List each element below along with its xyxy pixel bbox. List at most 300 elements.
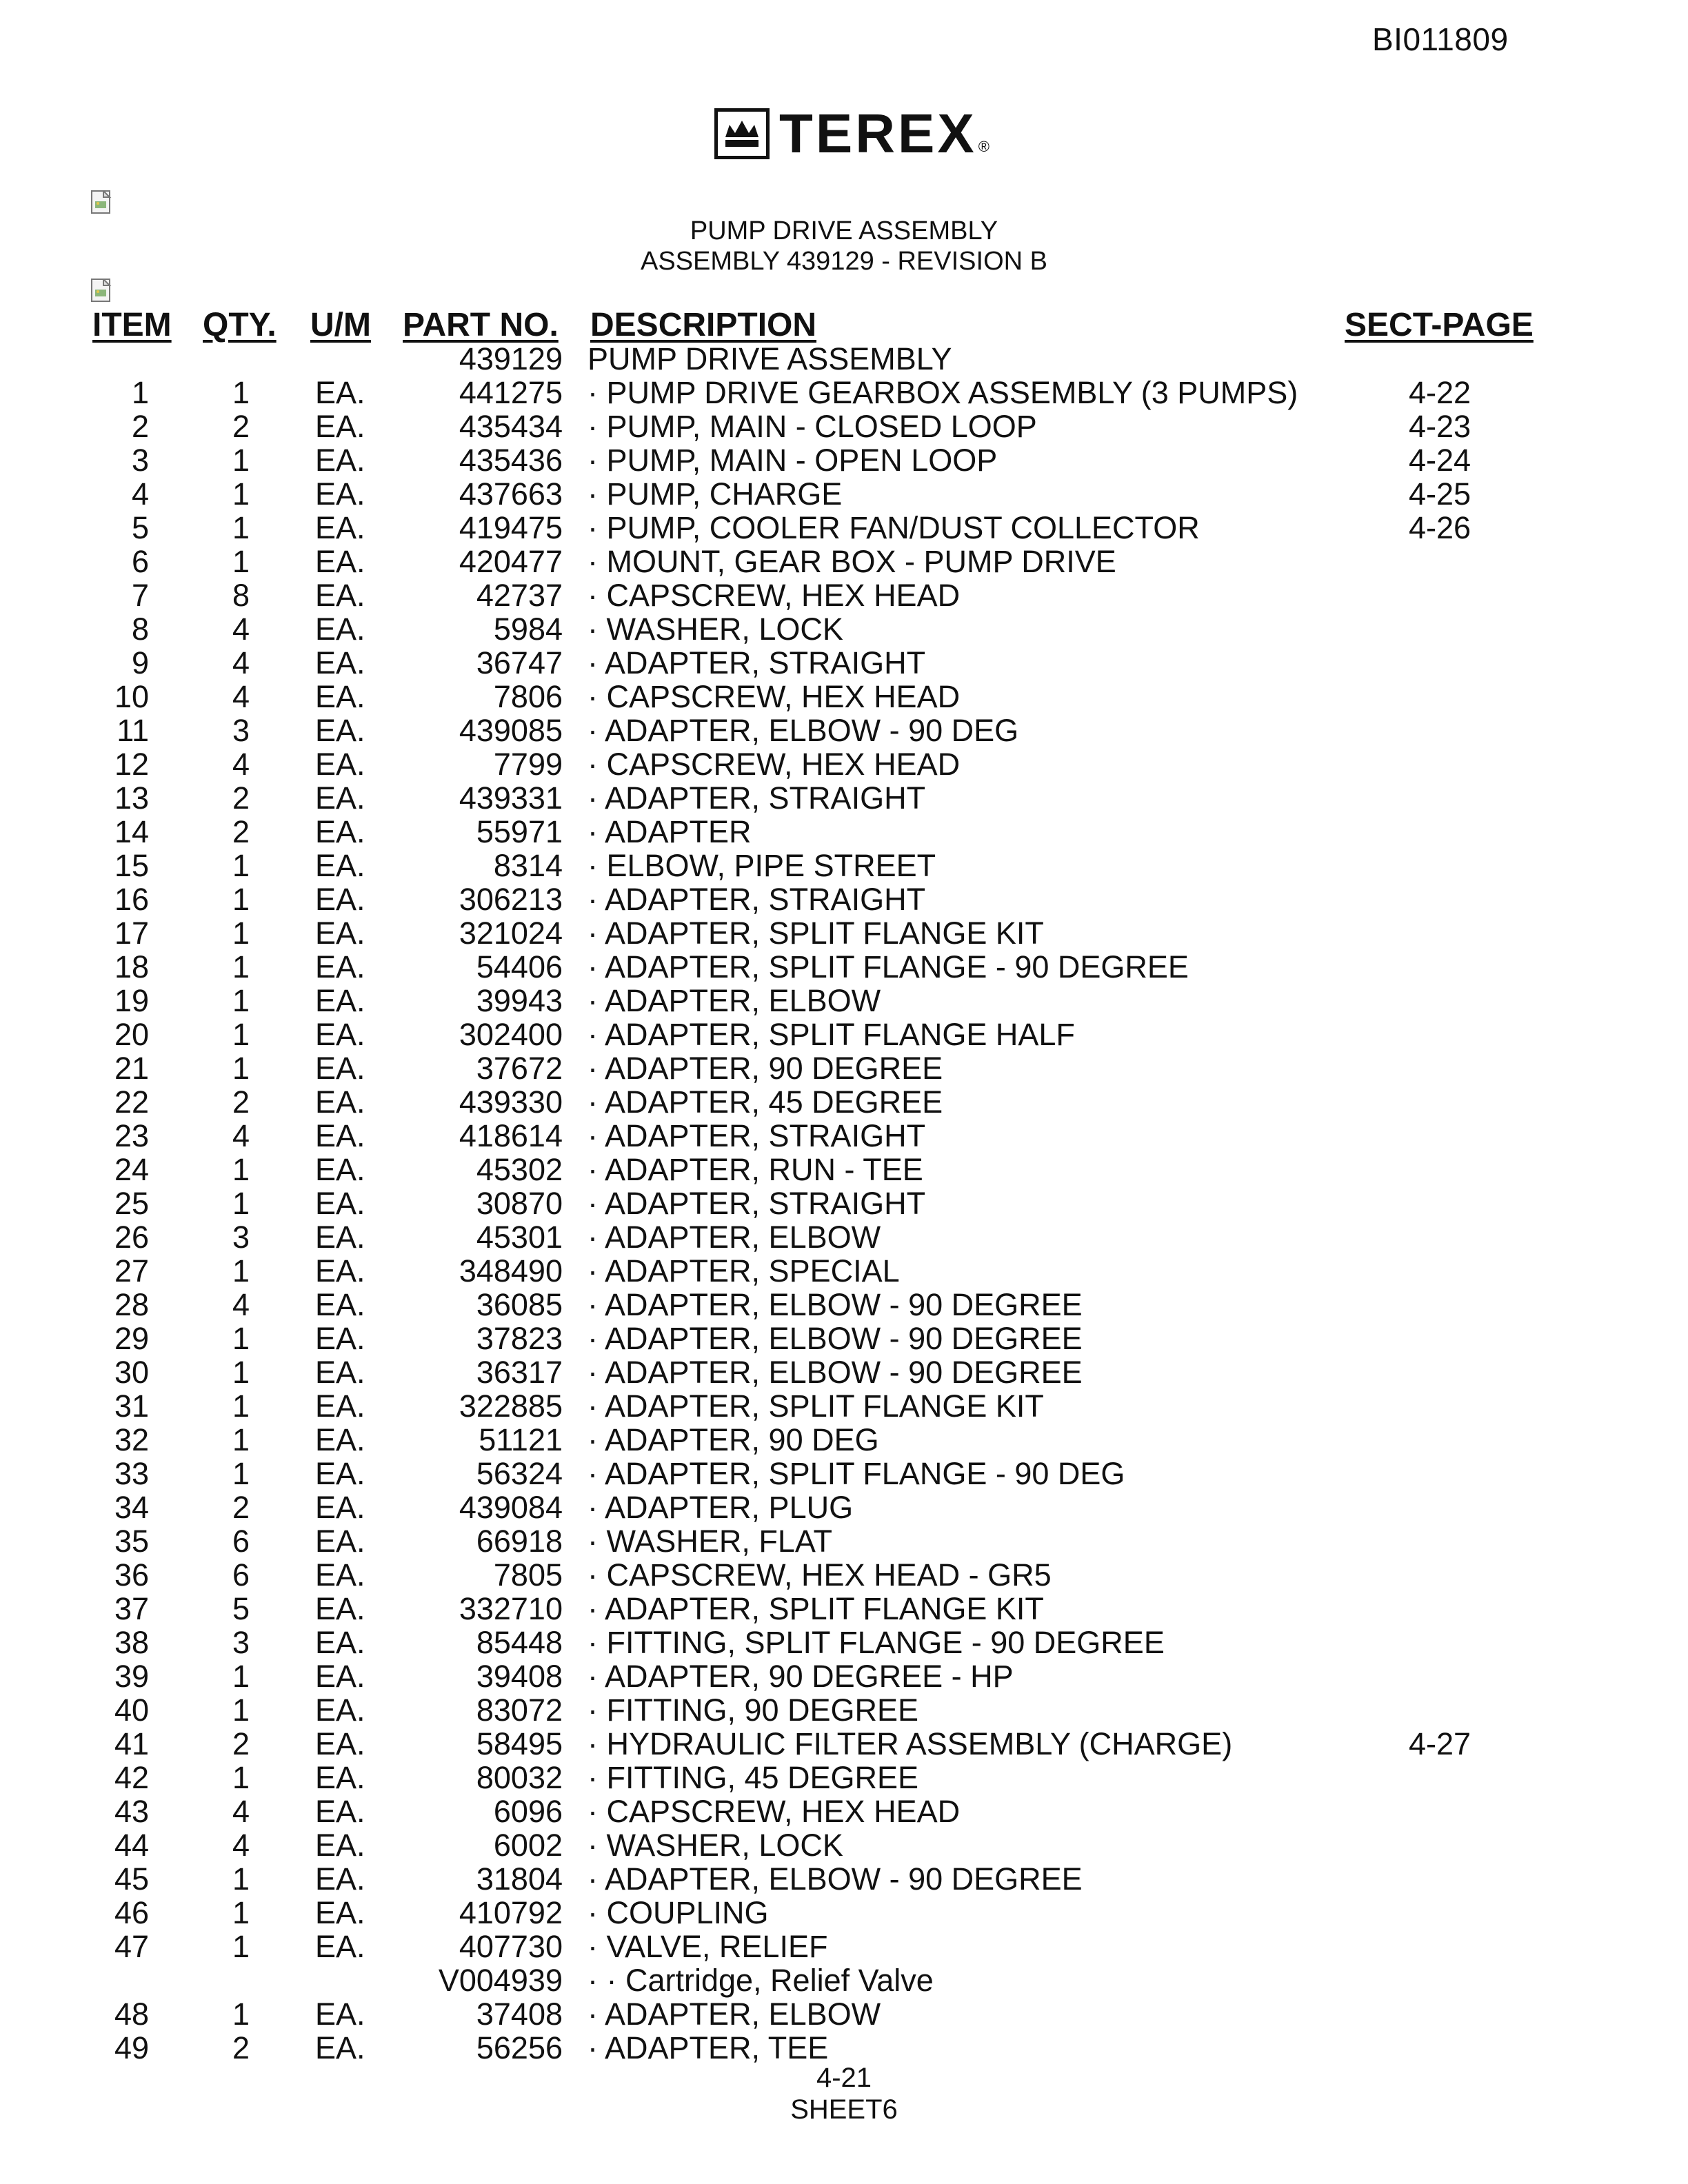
- quantity-cell: 1: [232, 1388, 250, 1424]
- part-number-cell: 37408: [476, 1996, 563, 2032]
- item-number-cell: 34: [114, 1490, 149, 1525]
- table-row: [0, 1322, 1688, 1355]
- part-number-cell: 80032: [476, 1760, 563, 1795]
- quantity-cell: 4: [232, 679, 250, 714]
- part-number-cell: 5984: [493, 611, 563, 647]
- description-cell: · ADAPTER, 90 DEG: [587, 1422, 879, 1457]
- item-number-cell: 27: [114, 1253, 149, 1288]
- quantity-cell: 2: [232, 1726, 250, 1761]
- parts-list: [0, 342, 1688, 2065]
- description-cell: · ADAPTER, ELBOW: [587, 1996, 881, 2032]
- description-cell: · ADAPTER, 45 DEGREE: [587, 1084, 943, 1120]
- table-row: [0, 714, 1688, 747]
- quantity-cell: 1: [232, 916, 250, 951]
- part-number-cell: 332710: [459, 1591, 563, 1626]
- item-number-cell: 11: [117, 713, 149, 748]
- quantity-cell: 1: [232, 544, 250, 579]
- item-number-cell: 4: [131, 476, 149, 512]
- quantity-cell: 1: [232, 1355, 250, 1390]
- part-number-cell: 56256: [476, 2030, 563, 2065]
- unit-of-measure-cell: EA.: [315, 544, 365, 579]
- quantity-cell: 1: [232, 1760, 250, 1795]
- table-row: [0, 849, 1688, 882]
- part-number-cell: 439084: [459, 1490, 563, 1525]
- part-number-cell: 420477: [459, 544, 563, 579]
- part-number-cell: 321024: [459, 916, 563, 951]
- unit-of-measure-cell: EA.: [315, 679, 365, 714]
- table-row: [0, 815, 1688, 849]
- table-row: [0, 1153, 1688, 1186]
- description-cell: · ADAPTER, STRAIGHT: [587, 645, 926, 680]
- quantity-cell: 1: [232, 1659, 250, 1694]
- unit-of-measure-cell: EA.: [315, 476, 365, 512]
- unit-of-measure-cell: EA.: [315, 848, 365, 883]
- unit-of-measure-cell: EA.: [315, 1355, 365, 1390]
- part-number-cell: 51121: [479, 1422, 563, 1457]
- part-number-cell: 419475: [459, 510, 563, 545]
- description-cell: · HYDRAULIC FILTER ASSEMBLY (CHARGE): [587, 1726, 1233, 1761]
- table-row: [0, 1018, 1688, 1051]
- part-number-cell: 66918: [476, 1524, 563, 1559]
- item-number-cell: 1: [131, 375, 149, 410]
- unit-of-measure-cell: EA.: [315, 1490, 365, 1525]
- description-cell: · WASHER, FLAT: [587, 1524, 833, 1559]
- table-row: [0, 342, 1688, 376]
- quantity-cell: 3: [232, 1625, 250, 1660]
- part-number-cell: 58495: [476, 1726, 563, 1761]
- item-number-cell: 35: [114, 1524, 149, 1559]
- unit-of-measure-cell: EA.: [315, 882, 365, 917]
- item-number-cell: 39: [114, 1659, 149, 1694]
- part-number-cell: 36085: [476, 1287, 563, 1322]
- item-number-cell: 22: [114, 1084, 149, 1120]
- table-row: [0, 1693, 1688, 1727]
- terex-logo: [714, 103, 989, 164]
- quantity-cell: 1: [232, 1051, 250, 1086]
- table-row: [0, 916, 1688, 950]
- part-number-cell: 39943: [476, 983, 563, 1018]
- unit-of-measure-cell: EA.: [315, 1422, 365, 1457]
- table-row: [0, 1524, 1688, 1558]
- table-row: [0, 747, 1688, 781]
- description-cell: · WASHER, LOCK: [587, 1828, 843, 1863]
- table-row: [0, 612, 1688, 646]
- table-row: [0, 1085, 1688, 1119]
- part-number-cell: 83072: [476, 1692, 563, 1728]
- table-row: [0, 1659, 1688, 1693]
- unit-of-measure-cell: EA.: [315, 983, 365, 1018]
- table-row: [0, 1963, 1688, 1997]
- quantity-cell: 1: [232, 1422, 250, 1457]
- description-cell: · · Cartridge, Relief Valve: [587, 1963, 934, 1998]
- item-number-cell: 38: [114, 1625, 149, 1660]
- table-row: [0, 443, 1688, 477]
- item-number-cell: 30: [114, 1355, 149, 1390]
- table-row: [0, 1355, 1688, 1389]
- description-cell: · ADAPTER, RUN - TEE: [587, 1152, 923, 1187]
- item-number-cell: 14: [114, 814, 149, 849]
- table-row: [0, 1254, 1688, 1288]
- description-cell: · ADAPTER, ELBOW: [587, 983, 881, 1018]
- part-number-cell: 54406: [476, 949, 563, 984]
- part-number-cell: 441275: [459, 375, 563, 410]
- description-cell: · CAPSCREW, HEX HEAD - GR5: [587, 1557, 1052, 1593]
- table-row: [0, 680, 1688, 714]
- unit-of-measure-cell: EA.: [315, 1051, 365, 1086]
- unit-of-measure-cell: EA.: [315, 1828, 365, 1863]
- description-cell: · ADAPTER, ELBOW - 90 DEGREE: [587, 1861, 1083, 1897]
- part-number-cell: V004939: [438, 1963, 563, 1998]
- sect-page-cell: 4-24: [1408, 443, 1471, 478]
- table-row: [0, 1896, 1688, 1930]
- part-number-cell: 45302: [476, 1152, 563, 1187]
- description-cell: · ADAPTER, ELBOW: [587, 1220, 881, 1255]
- description-cell: · PUMP DRIVE GEARBOX ASSEMBLY (3 PUMPS): [587, 375, 1298, 410]
- description-cell: · ADAPTER, ELBOW - 90 DEGREE: [587, 1355, 1083, 1390]
- part-number-cell: 55971: [476, 814, 563, 849]
- description-cell: · ADAPTER, ELBOW - 90 DEGREE: [587, 1321, 1083, 1356]
- part-number-cell: 435434: [459, 409, 563, 444]
- quantity-cell: 2: [232, 1490, 250, 1525]
- unit-of-measure-cell: EA.: [315, 1388, 365, 1424]
- broken-image-icon: [90, 189, 114, 216]
- description-cell: · CAPSCREW, HEX HEAD: [587, 747, 961, 782]
- description-cell: · ADAPTER, STRAIGHT: [587, 1186, 926, 1221]
- unit-of-measure-cell: EA.: [315, 713, 365, 748]
- table-row: [0, 882, 1688, 916]
- unit-of-measure-cell: EA.: [315, 1861, 365, 1897]
- unit-of-measure-cell: EA.: [315, 916, 365, 951]
- quantity-cell: 1: [232, 1456, 250, 1491]
- unit-of-measure-cell: EA.: [315, 1794, 365, 1829]
- quantity-cell: 1: [232, 510, 250, 545]
- description-cell: · PUMP, CHARGE: [587, 476, 843, 512]
- description-cell: · FITTING, SPLIT FLANGE - 90 DEGREE: [587, 1625, 1165, 1660]
- description-cell: · VALVE, RELIEF: [587, 1929, 828, 1964]
- table-row: [0, 578, 1688, 612]
- description-cell: · CAPSCREW, HEX HEAD: [587, 679, 961, 714]
- quantity-cell: 4: [232, 611, 250, 647]
- quantity-cell: 8: [232, 578, 250, 613]
- title-line-2: ASSEMBLY 439129 - REVISION B: [641, 247, 1047, 276]
- description-cell: · ADAPTER, SPLIT FLANGE HALF: [587, 1017, 1075, 1052]
- quantity-cell: 1: [232, 476, 250, 512]
- table-row: [0, 1997, 1688, 2031]
- item-number-cell: 3: [131, 443, 149, 478]
- part-number-cell: 6096: [493, 1794, 563, 1829]
- description-cell: · ADAPTER, 90 DEGREE - HP: [587, 1659, 1014, 1694]
- quantity-cell: 4: [232, 645, 250, 680]
- part-number-cell: 31804: [476, 1861, 563, 1897]
- description-cell: · ADAPTER, 90 DEGREE: [587, 1051, 943, 1086]
- quantity-cell: 4: [232, 1118, 250, 1153]
- description-cell: · FITTING, 45 DEGREE: [587, 1760, 919, 1795]
- unit-of-measure-cell: EA.: [315, 1524, 365, 1559]
- quantity-cell: 1: [232, 1996, 250, 2032]
- unit-of-measure-cell: EA.: [315, 409, 365, 444]
- item-number-cell: 13: [114, 780, 149, 816]
- unit-of-measure-cell: EA.: [315, 1929, 365, 1964]
- quantity-cell: 3: [232, 1220, 250, 1255]
- unit-of-measure-cell: EA.: [315, 747, 365, 782]
- part-number-cell: 36747: [476, 645, 563, 680]
- unit-of-measure-cell: EA.: [315, 949, 365, 984]
- part-number-cell: 418614: [459, 1118, 563, 1153]
- item-number-cell: 25: [114, 1186, 149, 1221]
- part-number-cell: 439129: [459, 341, 563, 376]
- unit-of-measure-cell: EA.: [315, 1895, 365, 1930]
- table-row: [0, 1794, 1688, 1828]
- table-row: [0, 984, 1688, 1018]
- description-cell: · ADAPTER, SPLIT FLANGE KIT: [587, 1388, 1044, 1424]
- item-number-cell: 5: [131, 510, 149, 545]
- item-number-cell: 45: [114, 1861, 149, 1897]
- unit-of-measure-cell: EA.: [315, 1220, 365, 1255]
- part-number-cell: 407730: [459, 1929, 563, 1964]
- item-number-cell: 6: [131, 544, 149, 579]
- part-number-cell: 439085: [459, 713, 563, 748]
- unit-of-measure-cell: EA.: [315, 375, 365, 410]
- part-number-cell: 36317: [476, 1355, 563, 1390]
- quantity-cell: 1: [232, 882, 250, 917]
- quantity-cell: 1: [232, 1895, 250, 1930]
- item-number-cell: 8: [131, 611, 149, 647]
- item-number-cell: 47: [114, 1929, 149, 1964]
- quantity-cell: 6: [232, 1557, 250, 1593]
- unit-of-measure-cell: EA.: [315, 1692, 365, 1728]
- quantity-cell: 4: [232, 1794, 250, 1829]
- item-number-cell: 12: [114, 747, 149, 782]
- table-row: [0, 646, 1688, 680]
- table-row: [0, 511, 1688, 545]
- item-number-cell: 7: [131, 578, 149, 613]
- quantity-cell: 1: [232, 443, 250, 478]
- sect-page-cell: 4-26: [1408, 510, 1471, 545]
- part-number-cell: 85448: [476, 1625, 563, 1660]
- unit-of-measure-cell: EA.: [315, 1118, 365, 1153]
- quantity-cell: 1: [232, 1929, 250, 1964]
- description-cell: · ADAPTER, STRAIGHT: [587, 882, 926, 917]
- header-description: DESCRIPTION: [590, 307, 817, 343]
- description-cell: · ADAPTER, SPECIAL: [587, 1253, 900, 1288]
- item-number-cell: 10: [114, 679, 149, 714]
- table-row: [0, 1626, 1688, 1659]
- quantity-cell: 2: [232, 780, 250, 816]
- quantity-cell: 6: [232, 1524, 250, 1559]
- header-qty: QTY.: [203, 307, 277, 343]
- description-cell: · ADAPTER, ELBOW - 90 DEGREE: [587, 1287, 1083, 1322]
- description-cell: · ADAPTER, PLUG: [587, 1490, 854, 1525]
- item-number-cell: 15: [114, 848, 149, 883]
- part-number-cell: 435436: [459, 443, 563, 478]
- part-number-cell: 437663: [459, 476, 563, 512]
- quantity-cell: 2: [232, 1084, 250, 1120]
- table-row: [0, 1930, 1688, 1963]
- description-cell: · PUMP, MAIN - OPEN LOOP: [587, 443, 998, 478]
- item-number-cell: 43: [114, 1794, 149, 1829]
- unit-of-measure-cell: EA.: [315, 1625, 365, 1660]
- description-cell: · PUMP, MAIN - CLOSED LOOP: [587, 409, 1037, 444]
- table-row: [0, 1220, 1688, 1254]
- table-row: [0, 1862, 1688, 1896]
- unit-of-measure-cell: EA.: [315, 443, 365, 478]
- part-number-cell: 37672: [476, 1051, 563, 1086]
- table-row: [0, 1119, 1688, 1153]
- item-number-cell: 32: [114, 1422, 149, 1457]
- part-number-cell: 8314: [493, 848, 563, 883]
- table-row: [0, 545, 1688, 578]
- part-number-cell: 410792: [459, 1895, 563, 1930]
- item-number-cell: 41: [114, 1726, 149, 1761]
- item-number-cell: 42: [114, 1760, 149, 1795]
- item-number-cell: 46: [114, 1895, 149, 1930]
- part-number-cell: 30870: [476, 1186, 563, 1221]
- part-number-cell: 42737: [476, 578, 563, 613]
- part-number-cell: 302400: [459, 1017, 563, 1052]
- unit-of-measure-cell: EA.: [315, 1591, 365, 1626]
- description-cell: · ADAPTER, STRAIGHT: [587, 780, 926, 816]
- table-row: [0, 1457, 1688, 1490]
- quantity-cell: 1: [232, 983, 250, 1018]
- quantity-cell: 3: [232, 713, 250, 748]
- item-number-cell: 16: [114, 882, 149, 917]
- description-cell: · WASHER, LOCK: [587, 611, 843, 647]
- description-cell: · COUPLING: [587, 1895, 769, 1930]
- unit-of-measure-cell: EA.: [315, 1017, 365, 1052]
- part-number-cell: 439331: [459, 780, 563, 816]
- item-number-cell: 28: [114, 1287, 149, 1322]
- table-row: [0, 1761, 1688, 1794]
- unit-of-measure-cell: EA.: [315, 1726, 365, 1761]
- quantity-cell: 4: [232, 1287, 250, 1322]
- unit-of-measure-cell: EA.: [315, 1287, 365, 1322]
- part-number-cell: 7799: [493, 747, 563, 782]
- quantity-cell: 1: [232, 1152, 250, 1187]
- part-number-cell: 56324: [476, 1456, 563, 1491]
- unit-of-measure-cell: EA.: [315, 1456, 365, 1491]
- quantity-cell: 2: [232, 409, 250, 444]
- item-number-cell: 2: [131, 409, 149, 444]
- quantity-cell: 1: [232, 375, 250, 410]
- page-number: 4-21: [816, 2063, 872, 2093]
- sect-page-cell: 4-27: [1408, 1726, 1471, 1761]
- description-cell: · CAPSCREW, HEX HEAD: [587, 578, 961, 613]
- item-number-cell: 9: [131, 645, 149, 680]
- unit-of-measure-cell: EA.: [315, 1152, 365, 1187]
- unit-of-measure-cell: EA.: [315, 1253, 365, 1288]
- item-number-cell: 33: [114, 1456, 149, 1491]
- description-cell: · ADAPTER, SPLIT FLANGE - 90 DEGREE: [587, 949, 1189, 984]
- item-number-cell: 31: [114, 1388, 149, 1424]
- table-row: [0, 410, 1688, 443]
- unit-of-measure-cell: EA.: [315, 1659, 365, 1694]
- item-number-cell: 37: [114, 1591, 149, 1626]
- table-row: [0, 1288, 1688, 1322]
- quantity-cell: 1: [232, 1692, 250, 1728]
- part-number-cell: 7806: [493, 679, 563, 714]
- header-um: U/M: [310, 307, 371, 343]
- description-cell: · ADAPTER, ELBOW - 90 DEG: [587, 713, 1019, 748]
- table-row: [0, 2031, 1688, 2065]
- crown-icon: [714, 108, 770, 159]
- table-row: [0, 781, 1688, 815]
- unit-of-measure-cell: EA.: [315, 780, 365, 816]
- table-row: [0, 1389, 1688, 1423]
- quantity-cell: 1: [232, 848, 250, 883]
- quantity-cell: 2: [232, 814, 250, 849]
- description-cell: · PUMP, COOLER FAN/DUST COLLECTOR: [587, 510, 1200, 545]
- quantity-cell: 1: [232, 1861, 250, 1897]
- description-cell: · FITTING, 90 DEGREE: [587, 1692, 919, 1728]
- quantity-cell: 4: [232, 1828, 250, 1863]
- table-row: [0, 1828, 1688, 1862]
- quantity-cell: 1: [232, 949, 250, 984]
- broken-image-icon: [90, 277, 114, 305]
- item-number-cell: 48: [114, 1996, 149, 2032]
- unit-of-measure-cell: EA.: [315, 510, 365, 545]
- description-cell: · ADAPTER, SPLIT FLANGE KIT: [587, 916, 1044, 951]
- item-number-cell: 44: [114, 1828, 149, 1863]
- description-cell: · ADAPTER, SPLIT FLANGE - 90 DEG: [587, 1456, 1125, 1491]
- quantity-cell: 2: [232, 2030, 250, 2065]
- table-row: [0, 1592, 1688, 1626]
- part-number-cell: 322885: [459, 1388, 563, 1424]
- item-number-cell: 20: [114, 1017, 149, 1052]
- sect-page-cell: 4-25: [1408, 476, 1471, 512]
- description-cell: · ADAPTER, STRAIGHT: [587, 1118, 926, 1153]
- table-row: [0, 477, 1688, 511]
- item-number-cell: 29: [114, 1321, 149, 1356]
- quantity-cell: 1: [232, 1186, 250, 1221]
- item-number-cell: 23: [114, 1118, 149, 1153]
- item-number-cell: 19: [114, 983, 149, 1018]
- item-number-cell: 18: [114, 949, 149, 984]
- table-row: [0, 1490, 1688, 1524]
- unit-of-measure-cell: EA.: [315, 1084, 365, 1120]
- part-number-cell: 306213: [459, 882, 563, 917]
- quantity-cell: 4: [232, 747, 250, 782]
- part-number-cell: 6002: [493, 1828, 563, 1863]
- item-number-cell: 40: [114, 1692, 149, 1728]
- unit-of-measure-cell: EA.: [315, 1186, 365, 1221]
- description-cell: · CAPSCREW, HEX HEAD: [587, 1794, 961, 1829]
- part-number-cell: 39408: [476, 1659, 563, 1694]
- table-row: [0, 1727, 1688, 1761]
- document-id: BI011809: [1372, 21, 1509, 57]
- sheet-label: SHEET6: [790, 2094, 898, 2125]
- unit-of-measure-cell: EA.: [315, 814, 365, 849]
- header-sect-page: SECT-PAGE: [1345, 307, 1534, 343]
- quantity-cell: 1: [232, 1253, 250, 1288]
- unit-of-measure-cell: EA.: [315, 2030, 365, 2065]
- unit-of-measure-cell: EA.: [315, 1321, 365, 1356]
- table-row: [0, 376, 1688, 410]
- item-number-cell: 24: [114, 1152, 149, 1187]
- description-cell: · ADAPTER, SPLIT FLANGE KIT: [587, 1591, 1044, 1626]
- title-line-1: PUMP DRIVE ASSEMBLY: [690, 216, 998, 245]
- part-number-cell: 7805: [493, 1557, 563, 1593]
- part-number-cell: 37823: [476, 1321, 563, 1356]
- quantity-cell: 5: [232, 1591, 250, 1626]
- table-row: [0, 1423, 1688, 1457]
- unit-of-measure-cell: EA.: [315, 578, 365, 613]
- unit-of-measure-cell: EA.: [315, 611, 365, 647]
- sect-page-cell: 4-22: [1408, 375, 1471, 410]
- table-row: [0, 1558, 1688, 1592]
- item-number-cell: 49: [114, 2030, 149, 2065]
- header-item: ITEM: [92, 307, 172, 343]
- table-row: [0, 950, 1688, 984]
